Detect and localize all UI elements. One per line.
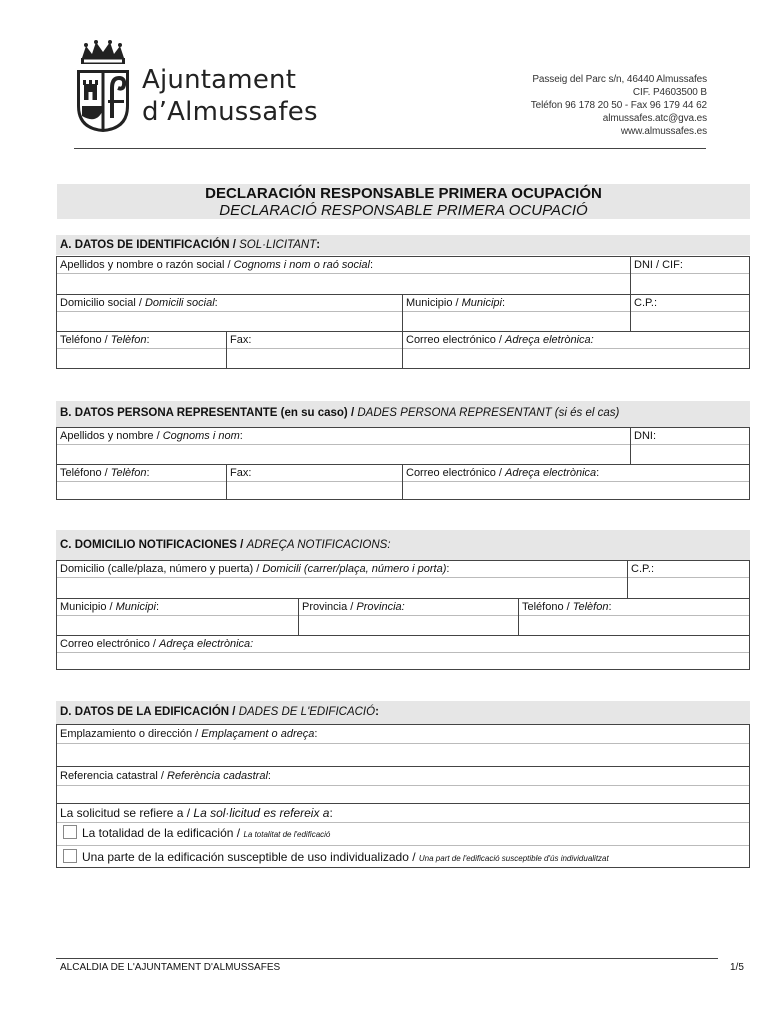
applicant-email-field[interactable]: [402, 332, 749, 368]
contact-address: Passeig del Parc s/n, 46440 Almussafes: [532, 74, 707, 85]
partial-building-checkbox[interactable]: [63, 849, 77, 863]
section-b-heading: [56, 401, 750, 427]
representative-name-label-ca: Cognoms i nom: [162, 430, 240, 442]
representative-name-label: Apellidos y nombre / Cognoms i nom:: [57, 428, 630, 445]
footer-divider: [56, 958, 718, 959]
contact-cif: CIF. P4603500 B: [632, 87, 707, 98]
option-whole-building[interactable]: [57, 823, 749, 846]
section-d-heading-ca: DADES DE L'EDIFICACIÓ: [238, 706, 376, 718]
section-a-heading-ca: SOL·LICITANT: [239, 239, 317, 251]
applicant-phone-label: Teléfono / Telèfon:: [57, 332, 226, 349]
applicant-dni-field[interactable]: [630, 257, 749, 294]
notification-postcode-field[interactable]: [627, 561, 749, 598]
request-scope-label-ca: La sol·licitud es refereix a: [193, 806, 330, 820]
request-scope-label: La solicitud se refiere a / La sol·licitud es refereix a:: [57, 804, 749, 823]
section-c-row-location: [57, 598, 749, 635]
applicant-address-label: Domicilio social / Domicili social:: [57, 295, 402, 312]
brand-line-1: Ajuntament: [142, 65, 297, 95]
section-a-row-name: [57, 257, 749, 294]
notification-address-label: Domicilio (calle/plaza, número y puerta) / Domicili (carrer/plaça, número i porta):: [57, 561, 627, 578]
applicant-phone-label-ca: Telèfon: [110, 334, 147, 346]
section-d-row-cadastral: [57, 766, 749, 803]
form-title: [57, 184, 750, 219]
representative-phone-label: Teléfono / Telèfon:: [57, 465, 226, 482]
notification-postcode-label: C.P.:: [628, 561, 749, 578]
title-spanish: DECLARACIÓN RESPONSABLE PRIMERA OCUPACIÓN: [205, 185, 602, 202]
notification-province-field[interactable]: [298, 599, 518, 635]
brand-line-2: d’Almussafes: [142, 97, 318, 127]
representative-name-label-es: Apellidos y nombre /: [60, 430, 163, 442]
section-a-row-contact: [57, 331, 749, 368]
notification-province-label-ca: Provincia:: [356, 601, 405, 613]
section-a-heading: [56, 235, 750, 255]
option-partial-building[interactable]: [57, 846, 749, 870]
request-scope-label-es: La solicitud se refiere a /: [60, 806, 194, 820]
section-d-table: [56, 724, 750, 868]
section-d-heading-es: D. DATOS DE LA EDIFICACIÓN /: [60, 706, 239, 718]
section-a-table: [56, 256, 750, 369]
notification-email-label-ca: Adreça electrònica:: [159, 638, 254, 650]
notification-email-label-es: Correo electrónico /: [60, 638, 160, 650]
applicant-fax-field[interactable]: [226, 332, 402, 368]
notification-municipality-label-es: Municipio /: [60, 601, 116, 613]
applicant-name-field[interactable]: [57, 257, 630, 294]
representative-name-field[interactable]: [57, 428, 630, 464]
section-c-row-email: [57, 635, 749, 669]
contact-phone: Teléfon 96 178 20 50 - Fax 96 179 44 62: [530, 100, 707, 111]
contact-website: www.almussafes.es: [620, 126, 707, 137]
brand-name: [142, 64, 318, 128]
section-c-heading: [56, 530, 750, 560]
representative-fax-field[interactable]: [226, 465, 402, 499]
representative-dni-field[interactable]: [630, 428, 749, 464]
applicant-name-label-es: Apellidos y nombre o razón social /: [60, 259, 234, 271]
notification-municipality-field[interactable]: [57, 599, 298, 635]
header-divider: [74, 148, 706, 149]
partial-building-label-es: Una parte de la edificación susceptible de uso individualizado /: [82, 850, 419, 864]
applicant-address-field[interactable]: [57, 295, 402, 331]
notification-municipality-label-ca: Municipi: [115, 601, 156, 613]
applicant-name-label-ca: Cognoms i nom o raó social: [233, 259, 370, 271]
notification-address-label-es: Domicilio (calle/plaza, número y puerta) /: [60, 563, 263, 575]
section-c-heading-ca: ADREÇA NOTIFICACIONS:: [246, 539, 391, 551]
applicant-address-label-ca: Domicili social: [144, 297, 215, 309]
section-b-heading-es: B. DATOS PERSONA REPRESENTANTE (en su caso) /: [60, 407, 358, 419]
page-number: 1/5: [730, 962, 744, 973]
section-c-row-address: [57, 561, 749, 598]
notification-phone-label-es: Teléfono /: [522, 601, 573, 613]
cadastral-reference-field[interactable]: [57, 767, 749, 803]
section-a-row-address: [57, 294, 749, 331]
building-location-label-ca: Emplaçament o adreça: [201, 728, 315, 740]
notification-province-label-es: Provincia /: [302, 601, 357, 613]
notification-email-label: [57, 636, 749, 653]
representative-phone-field[interactable]: [57, 465, 226, 499]
section-d-row-location: [57, 725, 749, 766]
cadastral-reference-label-es: Referencia catastral /: [60, 770, 167, 782]
applicant-municipality-label-ca: Municipi: [461, 297, 502, 309]
section-b-row-name: [57, 428, 749, 464]
applicant-dni-label: DNI / CIF:: [631, 257, 749, 274]
footer-text: ALCALDIA DE L'AJUNTAMENT D'ALMUSSAFES: [60, 962, 281, 973]
building-location-field[interactable]: [57, 725, 749, 766]
section-d-heading: [56, 701, 750, 724]
contact-email: almussafes.atc@gva.es: [602, 113, 707, 124]
representative-phone-label-ca: Telèfon: [110, 467, 147, 479]
section-d-row-scope: [57, 803, 749, 867]
notification-province-label: [299, 599, 518, 616]
representative-phone-label-es: Teléfono /: [60, 467, 111, 479]
applicant-email-label-ca: Adreça eletrònica:: [505, 334, 594, 346]
representative-email-label: Correo electrónico / Adreça electrònica:: [403, 465, 749, 482]
section-a-heading-colon: :: [316, 239, 321, 251]
section-b-row-contact: [57, 464, 749, 499]
section-b-table: [56, 427, 750, 500]
applicant-municipality-label: Municipio / Municipi:: [403, 295, 630, 312]
applicant-fax-label: Fax:: [227, 332, 402, 349]
applicant-phone-label-es: Teléfono /: [60, 334, 111, 346]
whole-building-label-es: La totalidad de la edificación /: [82, 826, 244, 840]
representative-email-label-ca: Adreça electrònica: [505, 467, 597, 479]
partial-building-label-ca: Una part de l'edificació susceptible d'ús individualitzat: [418, 854, 609, 863]
building-location-label-es: Emplazamiento o dirección /: [60, 728, 202, 740]
notification-phone-label: Teléfono / Telèfon:: [519, 599, 749, 616]
notification-email-field[interactable]: [57, 636, 749, 669]
notification-phone-field[interactable]: [518, 599, 749, 635]
section-c-table: [56, 560, 750, 670]
contact-block: [531, 73, 707, 138]
representative-dni-label: DNI:: [631, 428, 749, 445]
notification-address-label-ca: Domicili (carrer/plaça, número i porta): [262, 563, 447, 575]
representative-fax-label: Fax:: [227, 465, 402, 482]
whole-building-checkbox[interactable]: [63, 825, 77, 839]
applicant-email-label: [403, 332, 749, 349]
cadastral-reference-label-ca: Referència cadastral: [167, 770, 268, 782]
applicant-name-label: Apellidos y nombre o razón social / Cognoms i nom o raó social:: [57, 257, 630, 274]
municipal-coat-of-arms-icon: [74, 40, 132, 134]
title-valencian: DECLARACIÓ RESPONSABLE PRIMERA OCUPACIÓ: [219, 202, 588, 219]
section-a-heading-es: A. DATOS DE IDENTIFICACIÓN /: [60, 239, 240, 251]
representative-email-field[interactable]: [402, 465, 749, 499]
notification-municipality-label: Municipio / Municipi:: [57, 599, 298, 616]
applicant-municipality-label-es: Municipio /: [406, 297, 462, 309]
applicant-postcode-field[interactable]: [630, 295, 749, 331]
building-location-label: Emplazamiento o dirección / Emplaçament o adreça:: [57, 725, 749, 744]
cadastral-reference-label: Referencia catastral / Referència cadastral:: [57, 767, 749, 786]
notification-phone-label-ca: Telèfon: [572, 601, 609, 613]
applicant-email-label-es: Correo electrónico /: [406, 334, 506, 346]
whole-building-label-ca: La totalitat de l'edificació: [243, 830, 331, 839]
section-b-heading-ca: DADES PERSONA REPRESENTANT (si és el cas): [357, 407, 620, 419]
applicant-address-label-es: Domicilio social /: [60, 297, 145, 309]
section-c-heading-es: C. DOMICILIO NOTIFICACIONES /: [60, 539, 247, 551]
applicant-phone-field[interactable]: [57, 332, 226, 368]
representative-email-label-es: Correo electrónico /: [406, 467, 506, 479]
notification-address-field[interactable]: [57, 561, 627, 598]
applicant-municipality-field[interactable]: [402, 295, 630, 331]
section-d-heading-colon: :: [375, 706, 379, 718]
applicant-postcode-label: C.P.:: [631, 295, 749, 312]
